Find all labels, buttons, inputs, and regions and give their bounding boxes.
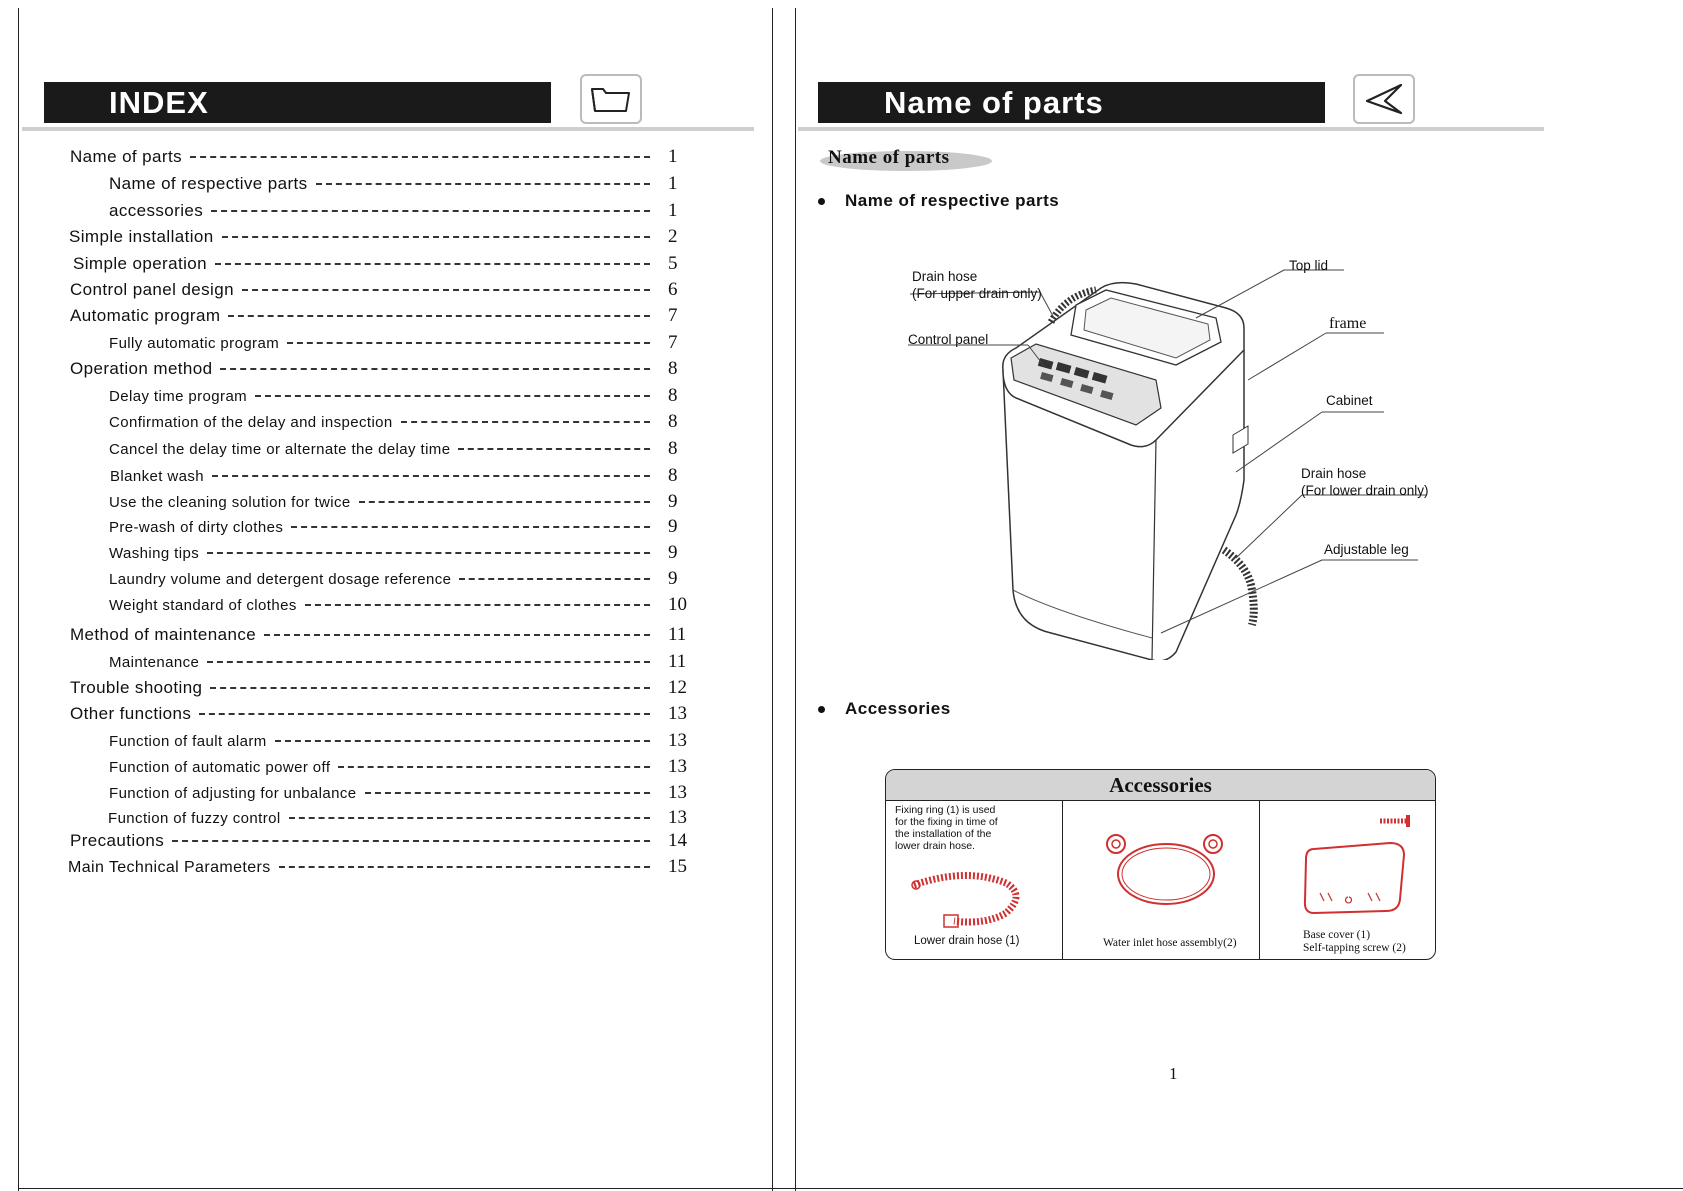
toc-entry[interactable]: [68, 856, 696, 878]
callout-cabinet: Cabinet: [1326, 393, 1373, 408]
toc-entry-label: Precautions: [70, 831, 165, 850]
index-title: INDEX: [109, 85, 209, 120]
toc-entry[interactable]: [109, 332, 696, 354]
toc-entry[interactable]: [70, 624, 696, 646]
lower-drain-hose-caption: Lower drain hose (1): [914, 935, 1020, 947]
toc-entry-page: 7: [668, 332, 678, 353]
toc-entry-label: Function of adjusting for unbalance: [109, 785, 357, 802]
toc-entry-label: Function of fault alarm: [109, 733, 267, 750]
toc-entry[interactable]: [70, 703, 696, 725]
index-page: [0, 0, 772, 1191]
toc-leader-dashes: [212, 475, 650, 477]
toc-entry[interactable]: [109, 782, 696, 804]
toc-entry-page: 12: [668, 677, 687, 698]
index-rule: [22, 127, 754, 131]
toc-entry-label: Pre-wash of dirty clothes: [109, 519, 284, 536]
toc-entry[interactable]: [109, 200, 696, 222]
toc-entry-page: 1: [668, 146, 678, 167]
base-cover-caption: Base cover (1) Self-tapping screw (2): [1303, 929, 1406, 954]
toc-entry[interactable]: [109, 594, 696, 616]
toc-entry-page: 13: [668, 756, 687, 777]
toc-entry-label: Simple operation: [73, 254, 207, 273]
toc-entry-page: 9: [668, 542, 678, 563]
toc-leader-dashes: [215, 263, 650, 265]
toc-entry-label: Function of automatic power off: [109, 759, 331, 776]
toc-entry[interactable]: [109, 756, 696, 778]
accessories-table: [885, 769, 1436, 960]
toc-entry[interactable]: [73, 253, 696, 275]
toc-entry-page: 8: [668, 385, 678, 406]
toc-entry-label: Weight standard of clothes: [109, 597, 297, 614]
toc-leader-dashes: [242, 289, 650, 291]
toc-entry[interactable]: [70, 677, 696, 699]
bullet-accessories: [818, 699, 951, 719]
toc-entry-page: 13: [668, 807, 687, 828]
toc-leader-dashes: [401, 421, 650, 423]
toc-entry-page: 8: [668, 358, 678, 379]
folder-icon: [589, 84, 633, 114]
toc-entry[interactable]: [70, 305, 696, 327]
toc-entry-label: Control panel design: [70, 280, 234, 299]
callout-drain-hose-upper: Drain hose (For upper drain only): [912, 269, 1042, 301]
toc-entry[interactable]: [109, 438, 696, 460]
toc-entry-page: 9: [668, 516, 678, 537]
toc-leader-dashes: [459, 578, 650, 580]
callout-top-lid: Top lid: [1289, 258, 1329, 273]
toc-entry-label: Method of maintenance: [70, 625, 257, 644]
toc-leader-dashes: [316, 183, 650, 185]
toc-leader-dashes: [264, 634, 650, 636]
toc-entry-label: accessories: [109, 201, 204, 220]
toc-entry-page: 13: [668, 730, 687, 751]
page-number: 1: [1169, 1064, 1178, 1083]
toc-entry-page: 15: [668, 856, 687, 877]
bullet-accessories-label: Accessories: [845, 699, 951, 718]
toc-entry[interactable]: [109, 491, 696, 513]
toc-leader-dashes: [458, 448, 650, 450]
parts-title: Name of parts: [884, 85, 1104, 120]
paper-plane-icon: [1363, 82, 1405, 116]
toc-leader-dashes: [291, 526, 650, 528]
toc-entry-label: Use the cleaning solution for twice: [109, 494, 351, 511]
toc-leader-dashes: [228, 315, 650, 317]
arrow-icon-box: [1353, 74, 1415, 124]
fixing-ring-note: Fixing ring (1) is used for the fixing in time of the installation of the lower drain hose.: [895, 804, 998, 852]
toc-entry-label: Confirmation of the delay and inspection: [109, 414, 393, 431]
water-inlet-hose-icon: [1101, 819, 1231, 919]
toc-entry-page: 11: [668, 624, 687, 645]
toc-leader-dashes: [211, 210, 650, 212]
center-fold-left: [772, 8, 773, 1191]
toc-leader-dashes: [338, 766, 650, 768]
toc-entry[interactable]: [109, 730, 696, 752]
bullet-dot: [818, 198, 825, 205]
toc-entry[interactable]: [109, 516, 696, 538]
toc-entry[interactable]: [109, 173, 696, 195]
toc-entry-page: 1: [668, 173, 678, 194]
callout-adjustable-leg: Adjustable leg: [1324, 542, 1409, 557]
toc-entry-page: 11: [668, 651, 687, 672]
toc-leader-dashes: [210, 687, 650, 689]
toc-entry[interactable]: [70, 146, 696, 168]
callout-drain-hose-lower: Drain hose (For lower drain only): [1301, 466, 1429, 498]
toc-entry-label: Laundry volume and detergent dosage reference: [109, 571, 452, 588]
parts-banner: [818, 82, 1325, 123]
toc-leader-dashes: [275, 740, 650, 742]
washing-machine-diagram: [796, 240, 1516, 660]
section-pill-label: Name of parts: [828, 147, 950, 168]
toc-entry-page: 13: [668, 703, 687, 724]
callout-control-panel: Control panel: [908, 332, 989, 347]
toc-leader-dashes: [220, 368, 650, 370]
toc-entry[interactable]: [109, 651, 696, 673]
toc-entry-label: Blanket wash: [110, 468, 205, 485]
toc-entry-label: Trouble shooting: [70, 678, 203, 697]
parts-page: [796, 0, 1683, 1191]
accessory-cell-inlet-hose: [1063, 801, 1260, 960]
toc-entry-label: Function of fuzzy control: [108, 810, 281, 827]
toc-entry[interactable]: [70, 830, 696, 852]
toc-leader-dashes: [172, 840, 650, 842]
toc-entry[interactable]: [70, 358, 696, 380]
toc-entry-label: Name of parts: [70, 147, 182, 166]
toc-leader-dashes: [365, 792, 651, 794]
toc-leader-dashes: [207, 661, 650, 663]
toc-entry-page: 7: [668, 305, 678, 326]
toc-entry-page: 8: [668, 465, 678, 486]
toc-entry-page: 9: [668, 491, 678, 512]
bullet-dot: [818, 706, 825, 713]
toc-entry-label: Delay time program: [109, 388, 248, 405]
toc-entry-label: Cancel the delay time or alternate the delay time: [109, 441, 451, 458]
base-cover-icon: [1300, 839, 1412, 919]
toc-entry-label: Other functions: [70, 704, 192, 723]
toc-leader-dashes: [199, 713, 650, 715]
toc-entry[interactable]: [70, 279, 696, 301]
folder-icon-box: [580, 74, 642, 124]
toc-entry-page: 5: [668, 253, 678, 274]
toc-entry[interactable]: [108, 807, 696, 829]
toc-entry-label: Simple installation: [69, 227, 214, 246]
toc-entry-page: 8: [668, 411, 678, 432]
toc-leader-dashes: [255, 395, 650, 397]
parts-rule: [798, 127, 1544, 131]
accessory-cell-drain-hose: [886, 801, 1063, 960]
toc-entry-page: 9: [668, 568, 678, 589]
toc-entry[interactable]: [109, 385, 696, 407]
toc-leader-dashes: [289, 817, 650, 819]
toc-entry-page: 8: [668, 438, 678, 459]
toc-leader-dashes: [222, 236, 650, 238]
screw-icon: [1378, 813, 1414, 829]
toc-entry-label: Main Technical Parameters: [68, 859, 271, 876]
toc-entry-label: Name of respective parts: [109, 174, 308, 193]
toc-entry[interactable]: [69, 226, 696, 248]
accessories-table-title: Accessories: [886, 770, 1435, 801]
water-inlet-hose-caption: Water inlet hose assembly(2): [1103, 937, 1237, 949]
toc-entry[interactable]: [109, 542, 696, 564]
toc-leader-dashes: [190, 156, 650, 158]
toc-entry-label: Maintenance: [109, 654, 200, 671]
toc-entry[interactable]: [109, 568, 696, 590]
toc-entry-page: 10: [668, 594, 687, 615]
bullet-respective-label: Name of respective parts: [845, 191, 1060, 210]
toc-entry-page: 13: [668, 782, 687, 803]
toc-leader-dashes: [207, 552, 650, 554]
toc-entry-label: Operation method: [70, 359, 213, 378]
toc-leader-dashes: [287, 342, 650, 344]
index-banner: [44, 82, 551, 123]
toc-leader-dashes: [359, 501, 650, 503]
toc-entry[interactable]: [110, 465, 696, 487]
toc-leader-dashes: [279, 866, 650, 868]
bullet-respective-parts: [818, 191, 1059, 211]
toc-leader-dashes: [305, 604, 650, 606]
toc-entry-label: Washing tips: [109, 545, 200, 562]
accessory-cell-base-cover: [1260, 801, 1435, 960]
toc-entry-page: 2: [668, 226, 678, 247]
toc-entry-label: Automatic program: [70, 306, 221, 325]
toc-entry-page: 14: [668, 830, 687, 851]
lower-drain-hose-icon: [906, 863, 1026, 933]
toc-entry-page: 6: [668, 279, 678, 300]
toc-entry[interactable]: [109, 411, 696, 433]
toc-entry-label: Fully automatic program: [109, 335, 280, 352]
callout-frame: frame: [1329, 315, 1367, 332]
toc-entry-page: 1: [668, 200, 678, 221]
